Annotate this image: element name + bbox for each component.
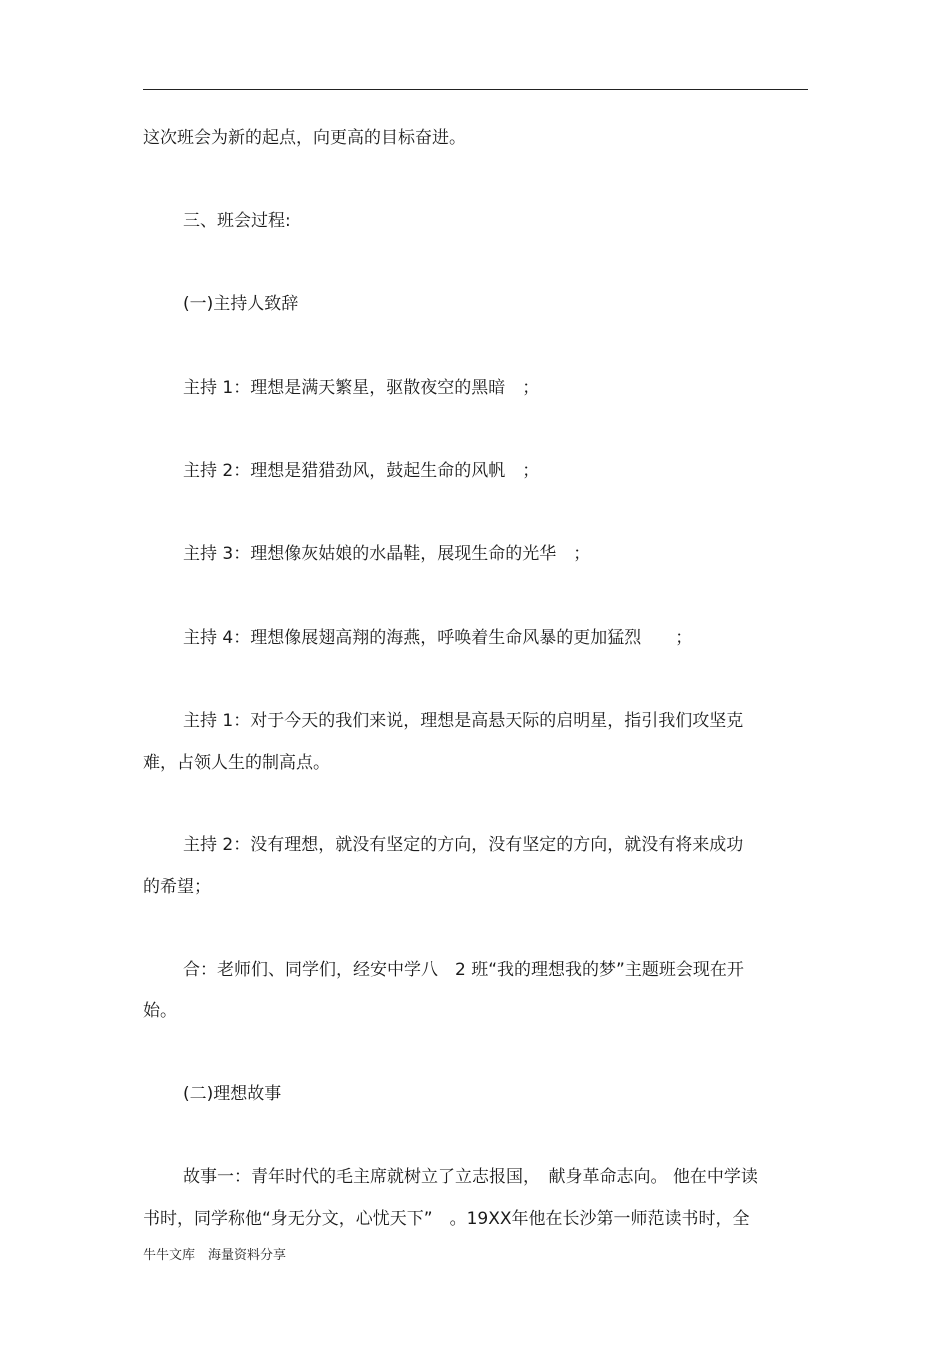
- text-line: 的希望；: [143, 877, 211, 897]
- text-line: 书时，同学称他“身无分文，心忧天下” 。19XX年他在长沙第一师范读书时，全: [143, 1209, 750, 1229]
- subsection-heading: (一)主持人致辞: [183, 294, 299, 314]
- text-line: 主持 2：理想是猎猎劲风，鼓起生命的风帆 ；: [183, 461, 540, 481]
- text-line: 主持 1：理想是满天繁星，驱散夜空的黑暗 ；: [183, 378, 540, 398]
- text-line: 主持 2：没有理想，就没有坚定的方向，没有坚定的方向，就没有将来成功: [183, 835, 744, 855]
- section-heading: 三、班会过程:: [183, 211, 291, 231]
- text-line: 主持 1：对于今天的我们来说，理想是高悬天际的启明星，指引我们攻坚克: [183, 711, 744, 731]
- text-line: 主持 4：理想像展翅高翔的海燕，呼唤着生命风暴的更加猛烈 ；: [183, 628, 693, 648]
- text-line: 主持 3：理想像灰姑娘的水晶鞋，展现生命的光华 ；: [183, 544, 591, 564]
- header-rule: [143, 89, 808, 90]
- subsection-heading: (二)理想故事: [183, 1084, 282, 1104]
- text-line: 故事一：青年时代的毛主席就树立了立志报国， 献身革命志向。 他在中学读: [183, 1167, 758, 1187]
- page-footer: 牛牛文库 海量资料分享: [143, 1248, 287, 1263]
- text-line: 难，占领人生的制高点。: [143, 753, 330, 773]
- text-line: 合：老师们、同学们，经安中学八 2 班“我的理想我的梦”主题班会现在开: [183, 960, 744, 980]
- text-line: 这次班会为新的起点，向更高的目标奋进。: [143, 128, 466, 148]
- text-line: 始。: [143, 1001, 177, 1021]
